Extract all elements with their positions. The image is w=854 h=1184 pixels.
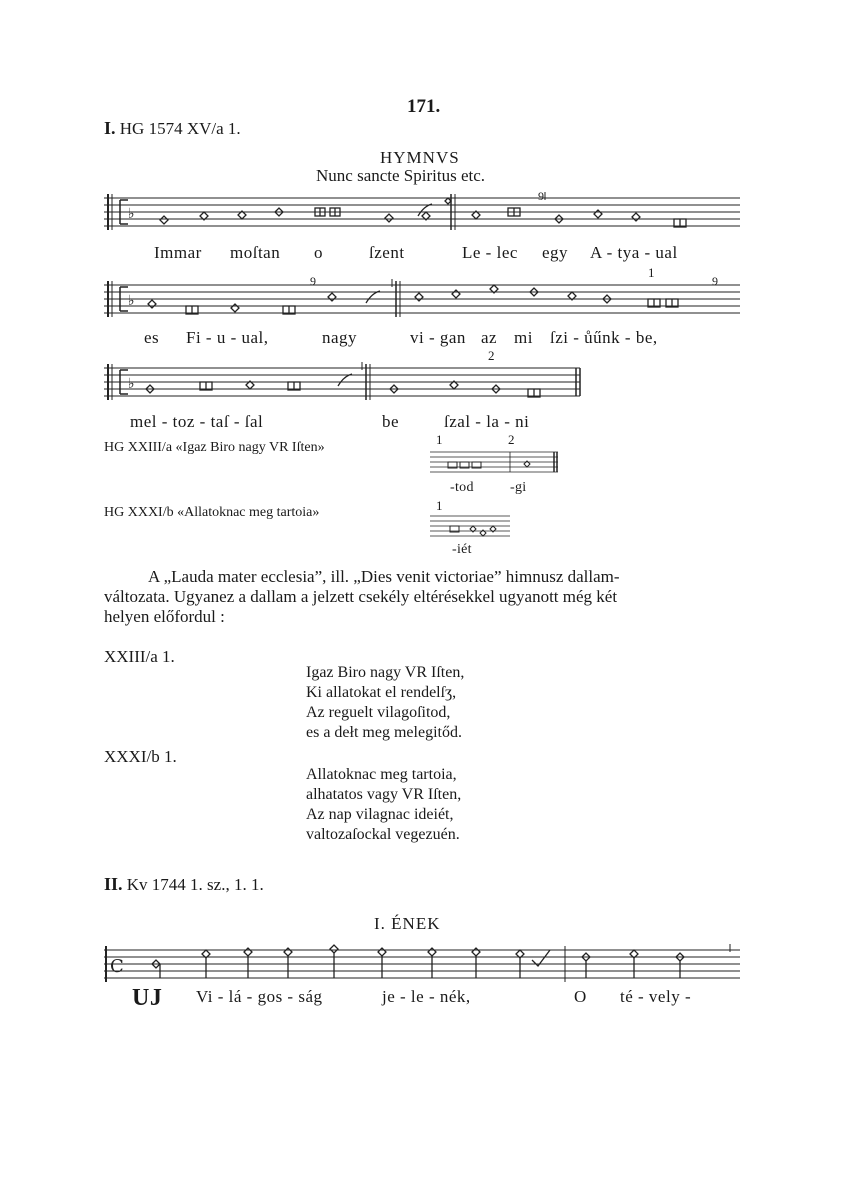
lyric: mel - toz - taſ - ſal — [130, 412, 264, 431]
lyric: Fi - u - ual, — [186, 328, 269, 347]
lyric: A - tya - ual — [590, 243, 678, 262]
lyric: be — [382, 412, 400, 431]
lyric: mi — [514, 328, 533, 347]
reference-2-label: XXXI/b 1. — [104, 747, 177, 766]
verse-line: Az nap vilagnac ideiét, — [306, 806, 454, 823]
verse-line: alhatatos vagy VR Iſten, — [306, 786, 462, 803]
section-2-number: II. — [104, 874, 123, 894]
lyric: es — [144, 328, 160, 347]
lyric: Le - lec — [462, 243, 518, 262]
verse-line: es a dełt meg melegitőd. — [306, 724, 462, 741]
variant-1-staff — [430, 448, 565, 478]
lyric: moſtan — [230, 243, 281, 262]
staff-3-lyrics — [130, 412, 530, 432]
variant-2-label: HG XXXI/b «Allatoknac meg tartoia» — [104, 505, 320, 520]
lyric: je - le - nék, — [382, 987, 471, 1006]
hymn-subtitle: Nunc sancte Spiritus etc. — [316, 166, 486, 185]
section-2-heading — [104, 874, 264, 895]
svg-text:C: C — [110, 956, 124, 977]
page-number: 171. — [407, 96, 441, 117]
lyric: ſzi - ůűnk - be, — [550, 328, 658, 347]
paragraph-line: A „Lauda mater ecclesia”, ill. „Dies venit victoriae” himnusz dallam- — [148, 567, 620, 586]
lyric: ſzent — [369, 243, 405, 262]
paragraph-line: változata. Ugyanez a dallam a jelzett csekély eltérésekkel ugyanott még két — [104, 587, 618, 606]
verse-line: Igaz Biro nagy VR Iſten, — [306, 664, 465, 681]
lyric: az — [481, 328, 498, 347]
variant-1-num1: 1 — [436, 432, 443, 447]
music-staff-2 — [100, 275, 750, 325]
lyric: ſzal - la - ni — [444, 412, 530, 431]
staff-2-number: 1 — [648, 265, 655, 280]
svg-text:9: 9 — [538, 189, 544, 203]
initial-letter: UJ — [132, 985, 163, 1011]
verse-line: valtozaſockal vegezuén. — [306, 826, 460, 843]
verse-line: Az reguelt vilagoſitod, — [306, 704, 451, 721]
commentary-paragraph — [104, 567, 744, 627]
variant-2-lyric1: -iét — [452, 542, 472, 557]
variant-2-num1: 1 — [436, 498, 443, 513]
section-1-heading — [104, 118, 241, 139]
staff-1-lyrics — [154, 243, 678, 263]
paragraph-line: helyen előfordul : — [104, 607, 225, 626]
music-staff-4 — [100, 942, 750, 986]
enek-title: I. ÉNEK — [374, 914, 441, 933]
music-staff-1 — [100, 188, 750, 238]
section-2-reference: Kv 1744 1. sz., 1. 1. — [126, 875, 264, 894]
variant-1-label: HG XXIII/a «Igaz Biro nagy VR Iſten» — [104, 440, 325, 455]
lyric: Vi - lá - gos - ság — [196, 987, 323, 1006]
lyric: Immar — [154, 243, 202, 262]
svg-text:9: 9 — [712, 274, 718, 288]
staff-4-lyrics — [132, 985, 692, 1012]
lyric: egy — [542, 243, 569, 262]
music-staff-3 — [100, 358, 590, 408]
svg-text:9: 9 — [310, 274, 316, 288]
variant-2-staff — [430, 512, 515, 542]
reference-1-verse — [306, 663, 464, 743]
svg-text:♭: ♭ — [128, 376, 135, 392]
lyric: O — [574, 987, 587, 1006]
staff-3-number: 2 — [488, 348, 495, 363]
reference-2-verse — [306, 765, 461, 845]
lyric: o — [314, 243, 323, 262]
variant-1-lyric1: -tod — [450, 480, 474, 495]
lyric: nagy — [322, 328, 358, 347]
svg-text:♭: ♭ — [128, 206, 135, 222]
reference-1-label: XXIII/a 1. — [104, 647, 175, 666]
verse-line: Ki allatokat el rendelſʒ, — [306, 684, 457, 701]
variant-1-num2: 2 — [508, 432, 515, 447]
lyric: té - vely - — [620, 987, 692, 1006]
hymn-title: HYMNVS — [380, 148, 460, 167]
staff-2-lyrics — [144, 328, 658, 348]
variant-1-lyric2: -gi — [510, 480, 527, 495]
svg-text:♭: ♭ — [128, 293, 135, 309]
section-1-number: I. — [104, 118, 116, 138]
lyric: vi - gan — [410, 328, 466, 347]
verse-line: Allatoknac meg tartoia, — [306, 766, 457, 783]
section-1-reference: HG 1574 XV/a 1. — [119, 119, 241, 138]
